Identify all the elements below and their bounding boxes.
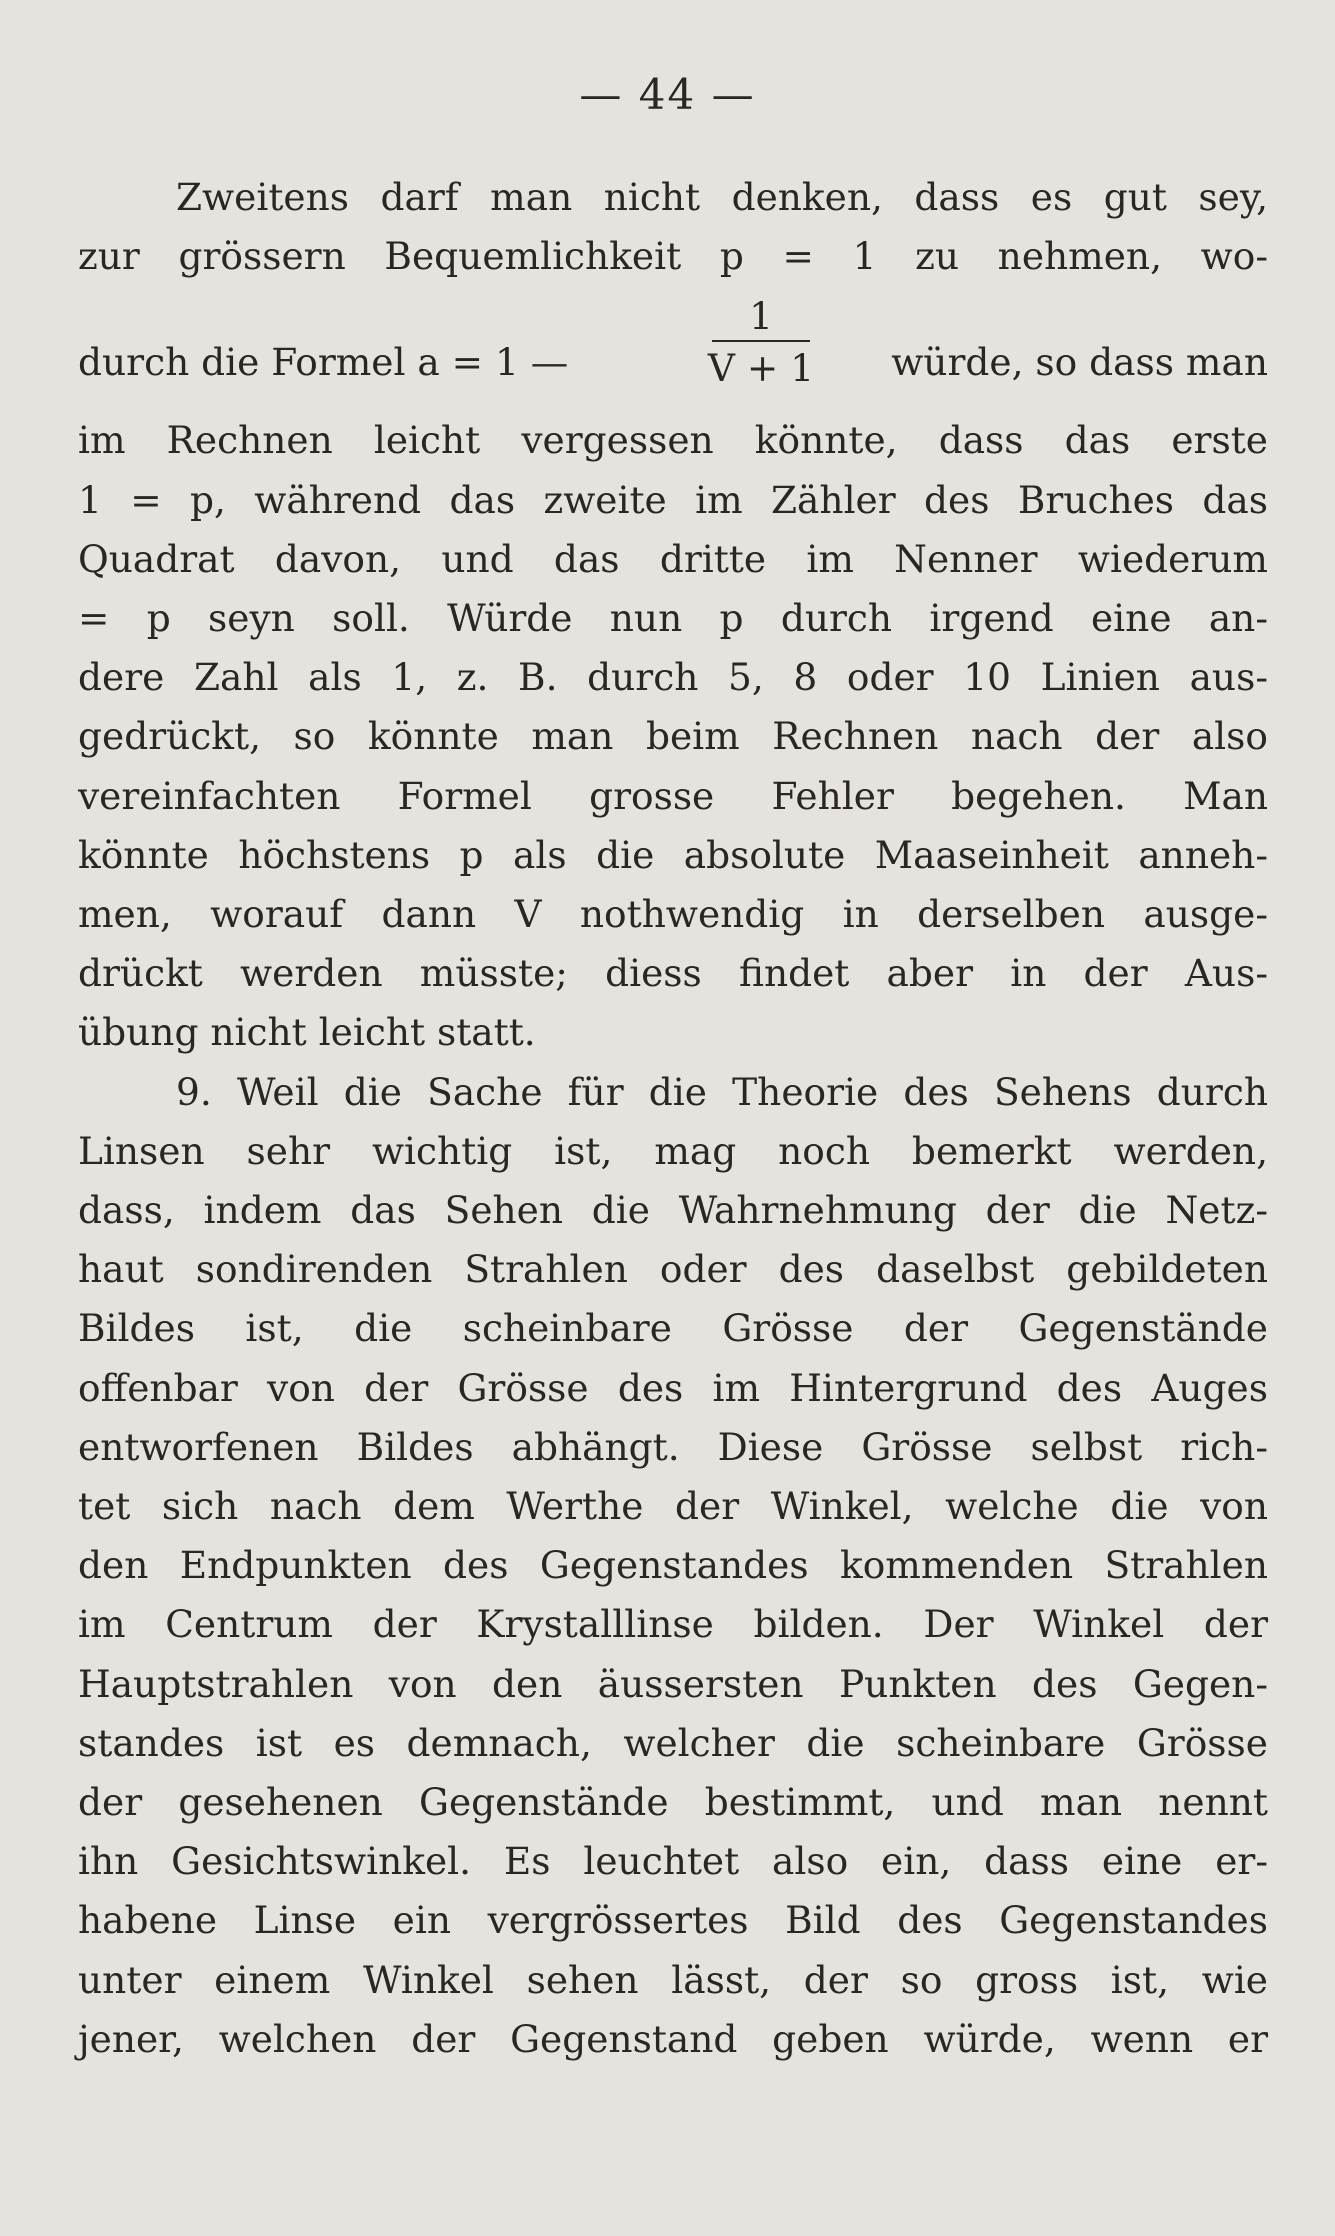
text-line: dere Zahl als 1, z. B. durch 5, 8 oder 10 Linien aus-: [78, 655, 1268, 699]
text-line: ihn Gesichtswinkel. Es leuchtet also ein, dass eine er-: [78, 1839, 1268, 1883]
page-number: — 44 —: [579, 70, 756, 119]
text-line: Hauptstrahlen von den äussersten Punkten des Gegen-: [78, 1662, 1268, 1706]
text-line: übung nicht leicht statt.: [78, 1010, 536, 1054]
text-line: zur grössern Bequemlichkeit p = 1 zu nehmen, wo-: [78, 234, 1268, 278]
text-line: vereinfachten Formel grosse Fehler begehen. Man: [78, 774, 1268, 818]
text-line: gedrückt, so könnte man beim Rechnen nach der also: [78, 714, 1268, 758]
fraction: [706, 286, 816, 394]
text-line: der gesehenen Gegenstände bestimmt, und man nennt: [78, 1780, 1268, 1824]
text-line: haut sondirenden Strahlen oder des daselbst gebildeten: [78, 1247, 1268, 1291]
formula-line: [78, 286, 1268, 396]
text-line: unter einem Winkel sehen lässt, der so gross ist, wie: [78, 1958, 1268, 2002]
text-line: standes ist es demnach, welcher die scheinbare Grösse: [78, 1721, 1268, 1765]
text-line: im Centrum der Krystalllinse bilden. Der Winkel der: [78, 1602, 1268, 1646]
text-line: Bildes ist, die scheinbare Grösse der Gegenstände: [78, 1306, 1268, 1350]
formula-left-text: durch die Formel a = 1 —: [78, 340, 569, 384]
text-line: = p seyn soll. Würde nun p durch irgend eine an-: [78, 596, 1268, 640]
text-line: könnte höchstens p als die absolute Maaseinheit anneh-: [78, 833, 1268, 877]
text-line: Zweitens darf man nicht denken, dass es gut sey,: [176, 175, 1268, 219]
text-line: habene Linse ein vergrössertes Bild des Gegenstandes: [78, 1898, 1268, 1942]
text-line: Linsen sehr wichtig ist, mag noch bemerkt werden,: [78, 1129, 1268, 1173]
text-line: Quadrat davon, und das dritte im Nenner wiederum: [78, 537, 1268, 581]
formula-right-text: würde, so dass man: [891, 340, 1268, 384]
text-line: 1 = p, während das zweite im Zähler des Bruches das: [78, 478, 1268, 522]
text-line: men, worauf dann V nothwendig in derselben ausge-: [78, 892, 1268, 936]
text-line: dass, indem das Sehen die Wahrnehmung der die Netz-: [78, 1188, 1268, 1232]
text-line: den Endpunkten des Gegenstandes kommenden Strahlen: [78, 1543, 1268, 1587]
text-line: entworfenen Bildes abhängt. Diese Grösse selbst rich-: [78, 1425, 1268, 1469]
text-line: offenbar von der Grösse des im Hintergrund des Auges: [78, 1366, 1268, 1410]
text-line: drückt werden müsste; diess findet aber in der Aus-: [78, 951, 1268, 995]
text-line: tet sich nach dem Werthe der Winkel, welche die von: [78, 1484, 1268, 1528]
text-line: jener, welchen der Gegenstand geben würde, wenn er: [78, 2017, 1268, 2061]
text-line: im Rechnen leicht vergessen könnte, dass das erste: [78, 418, 1268, 462]
fraction-denominator: V + 1: [707, 346, 815, 390]
fraction-numerator: 1: [749, 294, 773, 338]
paragraph-start-line: 9. Weil die Sache für die Theorie des Sehens durch: [176, 1070, 1268, 1114]
